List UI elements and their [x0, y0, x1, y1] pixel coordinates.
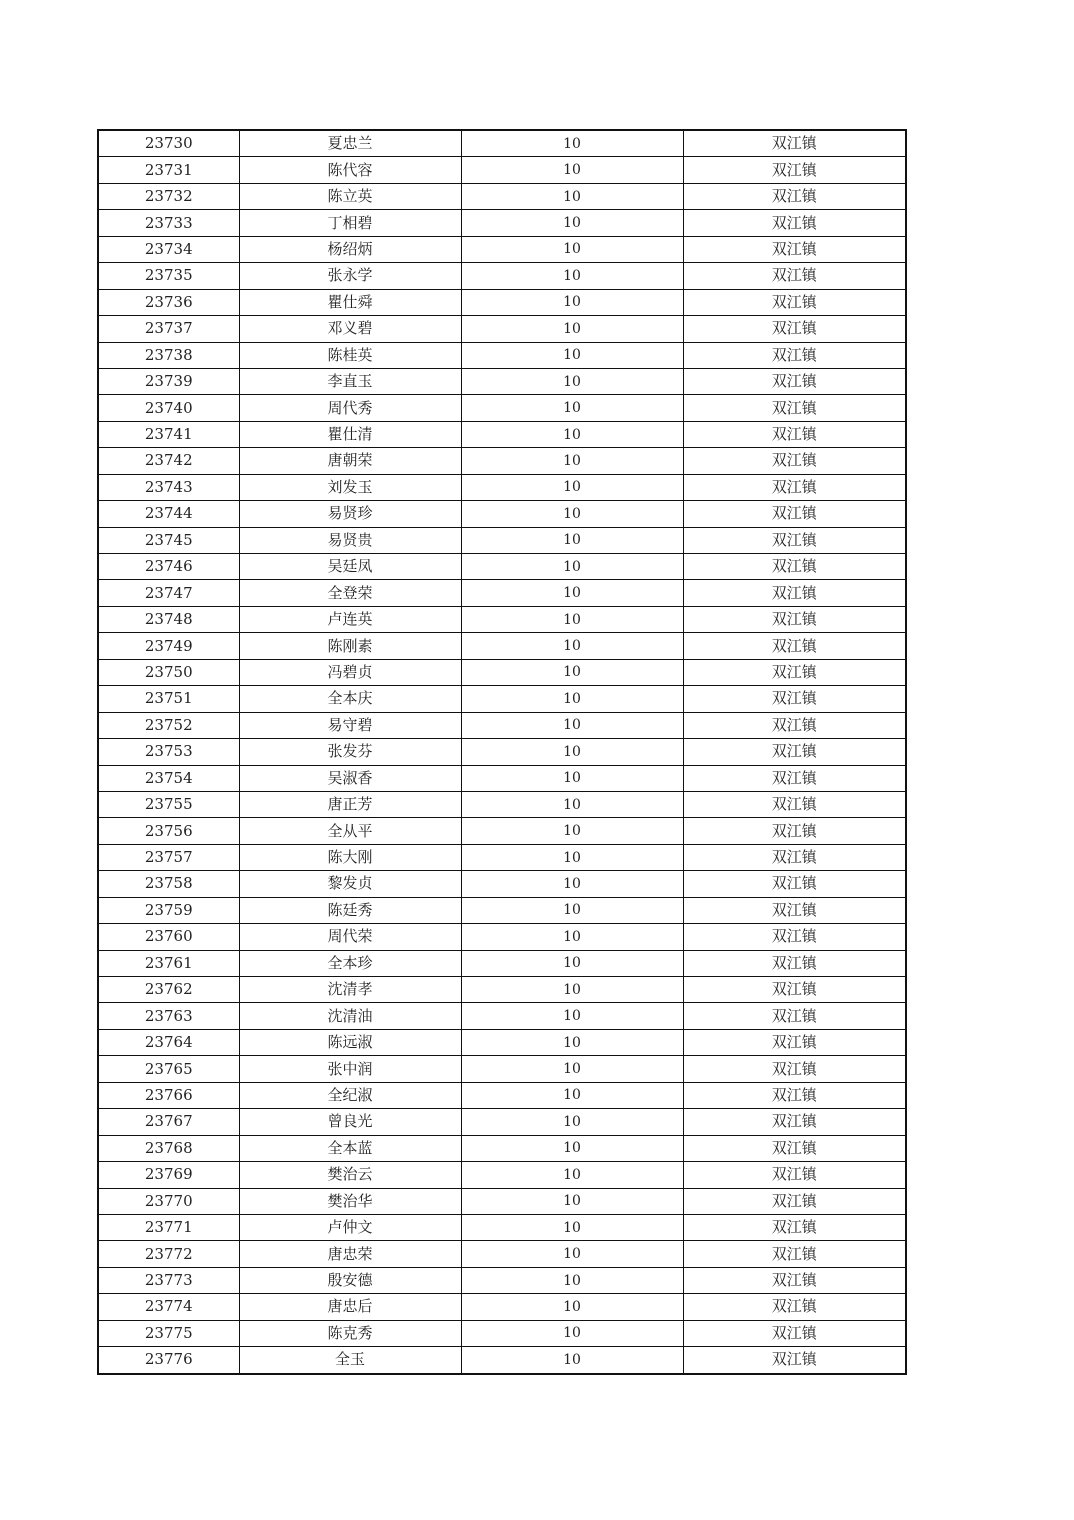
row-id-cell: 23748: [98, 606, 239, 632]
row-name-cell: 李直玉: [239, 368, 461, 394]
row-name-cell: 刘发玉: [239, 474, 461, 500]
row-amount-cell: 10: [461, 1109, 683, 1135]
row-name-cell: 全登荣: [239, 580, 461, 606]
row-town-cell: 双江镇: [683, 977, 906, 1003]
row-amount-cell: 10: [461, 871, 683, 897]
table-row: [98, 791, 906, 817]
table-row: [98, 263, 906, 289]
row-amount-cell: 10: [461, 606, 683, 632]
row-town-cell: 双江镇: [683, 342, 906, 368]
row-town-cell: 双江镇: [683, 1241, 906, 1267]
row-amount-cell: 10: [461, 1082, 683, 1108]
row-town-cell: 双江镇: [683, 686, 906, 712]
row-town-cell: 双江镇: [683, 1003, 906, 1029]
row-id-cell: 23764: [98, 1029, 239, 1055]
row-id-cell: 23745: [98, 527, 239, 553]
row-amount-cell: 10: [461, 501, 683, 527]
row-id-cell: 23762: [98, 977, 239, 1003]
row-id-cell: 23744: [98, 501, 239, 527]
table-row: [98, 474, 906, 500]
row-amount-cell: 10: [461, 421, 683, 447]
table-row: [98, 1003, 906, 1029]
table-row: [98, 712, 906, 738]
row-name-cell: 曾良光: [239, 1109, 461, 1135]
row-town-cell: 双江镇: [683, 474, 906, 500]
row-name-cell: 瞿仕清: [239, 421, 461, 447]
row-town-cell: 双江镇: [683, 1214, 906, 1240]
row-id-cell: 23731: [98, 157, 239, 183]
table-row: [98, 1320, 906, 1346]
row-amount-cell: 10: [461, 342, 683, 368]
row-amount-cell: 10: [461, 924, 683, 950]
table-row: [98, 554, 906, 580]
row-town-cell: 双江镇: [683, 659, 906, 685]
row-amount-cell: 10: [461, 395, 683, 421]
row-id-cell: 23743: [98, 474, 239, 500]
row-id-cell: 23753: [98, 739, 239, 765]
table-row: [98, 897, 906, 923]
row-town-cell: 双江镇: [683, 580, 906, 606]
row-town-cell: 双江镇: [683, 448, 906, 474]
row-name-cell: 陈大刚: [239, 844, 461, 870]
row-name-cell: 全本蓝: [239, 1135, 461, 1161]
table-row: [98, 1214, 906, 1240]
row-amount-cell: 10: [461, 1347, 683, 1374]
row-town-cell: 双江镇: [683, 1109, 906, 1135]
row-name-cell: 唐朝荣: [239, 448, 461, 474]
row-town-cell: 双江镇: [683, 712, 906, 738]
table-row: [98, 130, 906, 157]
table-row: [98, 448, 906, 474]
row-name-cell: 陈立英: [239, 183, 461, 209]
row-name-cell: 夏忠兰: [239, 130, 461, 157]
row-amount-cell: 10: [461, 448, 683, 474]
row-amount-cell: 10: [461, 950, 683, 976]
row-town-cell: 双江镇: [683, 1267, 906, 1293]
row-town-cell: 双江镇: [683, 791, 906, 817]
row-town-cell: 双江镇: [683, 818, 906, 844]
row-id-cell: 23769: [98, 1162, 239, 1188]
row-id-cell: 23765: [98, 1056, 239, 1082]
row-amount-cell: 10: [461, 527, 683, 553]
row-id-cell: 23740: [98, 395, 239, 421]
roster-table-body: [98, 130, 906, 1374]
table-row: [98, 1135, 906, 1161]
table-row: [98, 844, 906, 870]
table-row: [98, 289, 906, 315]
row-amount-cell: 10: [461, 897, 683, 923]
row-name-cell: 全本珍: [239, 950, 461, 976]
row-id-cell: 23771: [98, 1214, 239, 1240]
table-row: [98, 1188, 906, 1214]
row-name-cell: 张永学: [239, 263, 461, 289]
row-town-cell: 双江镇: [683, 527, 906, 553]
row-town-cell: 双江镇: [683, 1162, 906, 1188]
row-name-cell: 黎发贞: [239, 871, 461, 897]
row-id-cell: 23747: [98, 580, 239, 606]
row-id-cell: 23774: [98, 1294, 239, 1320]
row-name-cell: 杨绍炳: [239, 236, 461, 262]
table-row: [98, 183, 906, 209]
row-name-cell: 唐忠荣: [239, 1241, 461, 1267]
row-town-cell: 双江镇: [683, 924, 906, 950]
row-town-cell: 双江镇: [683, 1029, 906, 1055]
row-id-cell: 23749: [98, 633, 239, 659]
row-town-cell: 双江镇: [683, 395, 906, 421]
row-id-cell: 23773: [98, 1267, 239, 1293]
row-id-cell: 23756: [98, 818, 239, 844]
table-row: [98, 924, 906, 950]
table-row: [98, 1347, 906, 1374]
row-id-cell: 23772: [98, 1241, 239, 1267]
row-name-cell: 张发芬: [239, 739, 461, 765]
table-row: [98, 501, 906, 527]
row-town-cell: 双江镇: [683, 316, 906, 342]
row-amount-cell: 10: [461, 580, 683, 606]
row-name-cell: 易贤贵: [239, 527, 461, 553]
row-amount-cell: 10: [461, 263, 683, 289]
row-name-cell: 易贤珍: [239, 501, 461, 527]
row-id-cell: 23761: [98, 950, 239, 976]
table-row: [98, 1082, 906, 1108]
row-name-cell: 全纪淑: [239, 1082, 461, 1108]
table-row: [98, 1162, 906, 1188]
row-name-cell: 陈桂英: [239, 342, 461, 368]
row-amount-cell: 10: [461, 1003, 683, 1029]
row-amount-cell: 10: [461, 368, 683, 394]
row-name-cell: 张中润: [239, 1056, 461, 1082]
row-amount-cell: 10: [461, 130, 683, 157]
row-id-cell: 23770: [98, 1188, 239, 1214]
row-id-cell: 23758: [98, 871, 239, 897]
row-name-cell: 全从平: [239, 818, 461, 844]
row-id-cell: 23742: [98, 448, 239, 474]
row-amount-cell: 10: [461, 818, 683, 844]
table-row: [98, 1109, 906, 1135]
row-id-cell: 23736: [98, 289, 239, 315]
row-town-cell: 双江镇: [683, 157, 906, 183]
table-row: [98, 659, 906, 685]
row-amount-cell: 10: [461, 1135, 683, 1161]
row-name-cell: 吴淑香: [239, 765, 461, 791]
row-id-cell: 23737: [98, 316, 239, 342]
row-name-cell: 易守碧: [239, 712, 461, 738]
table-row: [98, 633, 906, 659]
row-id-cell: 23741: [98, 421, 239, 447]
row-town-cell: 双江镇: [683, 871, 906, 897]
row-id-cell: 23754: [98, 765, 239, 791]
table-row: [98, 977, 906, 1003]
row-town-cell: 双江镇: [683, 263, 906, 289]
row-amount-cell: 10: [461, 1029, 683, 1055]
row-id-cell: 23746: [98, 554, 239, 580]
row-town-cell: 双江镇: [683, 1320, 906, 1346]
table-row: [98, 1241, 906, 1267]
table-row: [98, 950, 906, 976]
row-id-cell: 23751: [98, 686, 239, 712]
row-town-cell: 双江镇: [683, 501, 906, 527]
table-row: [98, 1267, 906, 1293]
table-row: [98, 739, 906, 765]
row-amount-cell: 10: [461, 316, 683, 342]
row-town-cell: 双江镇: [683, 1294, 906, 1320]
row-amount-cell: 10: [461, 765, 683, 791]
row-name-cell: 瞿仕舜: [239, 289, 461, 315]
row-town-cell: 双江镇: [683, 554, 906, 580]
row-id-cell: 23750: [98, 659, 239, 685]
row-amount-cell: 10: [461, 791, 683, 817]
row-name-cell: 周代秀: [239, 395, 461, 421]
row-amount-cell: 10: [461, 686, 683, 712]
row-amount-cell: 10: [461, 554, 683, 580]
row-name-cell: 全玉: [239, 1347, 461, 1374]
row-amount-cell: 10: [461, 1267, 683, 1293]
row-town-cell: 双江镇: [683, 130, 906, 157]
table-row: [98, 395, 906, 421]
row-id-cell: 23763: [98, 1003, 239, 1029]
table-row: [98, 210, 906, 236]
row-id-cell: 23733: [98, 210, 239, 236]
row-name-cell: 唐忠后: [239, 1294, 461, 1320]
row-amount-cell: 10: [461, 474, 683, 500]
row-name-cell: 陈远淑: [239, 1029, 461, 1055]
table-row: [98, 1056, 906, 1082]
row-town-cell: 双江镇: [683, 1347, 906, 1374]
row-name-cell: 丁相碧: [239, 210, 461, 236]
row-amount-cell: 10: [461, 210, 683, 236]
table-row: [98, 871, 906, 897]
row-amount-cell: 10: [461, 1294, 683, 1320]
row-name-cell: 唐正芳: [239, 791, 461, 817]
row-id-cell: 23760: [98, 924, 239, 950]
table-row: [98, 1029, 906, 1055]
table-row: [98, 818, 906, 844]
row-id-cell: 23752: [98, 712, 239, 738]
row-id-cell: 23755: [98, 791, 239, 817]
row-town-cell: 双江镇: [683, 844, 906, 870]
row-name-cell: 殷安德: [239, 1267, 461, 1293]
row-id-cell: 23735: [98, 263, 239, 289]
row-town-cell: 双江镇: [683, 606, 906, 632]
row-name-cell: 冯碧贞: [239, 659, 461, 685]
row-id-cell: 23757: [98, 844, 239, 870]
row-amount-cell: 10: [461, 157, 683, 183]
table-row: [98, 316, 906, 342]
row-town-cell: 双江镇: [683, 897, 906, 923]
table-row: [98, 342, 906, 368]
row-name-cell: 陈廷秀: [239, 897, 461, 923]
row-name-cell: 沈清油: [239, 1003, 461, 1029]
row-amount-cell: 10: [461, 739, 683, 765]
row-id-cell: 23738: [98, 342, 239, 368]
row-id-cell: 23775: [98, 1320, 239, 1346]
row-id-cell: 23767: [98, 1109, 239, 1135]
row-id-cell: 23734: [98, 236, 239, 262]
row-amount-cell: 10: [461, 633, 683, 659]
row-amount-cell: 10: [461, 1214, 683, 1240]
table-row: [98, 606, 906, 632]
row-id-cell: 23776: [98, 1347, 239, 1374]
table-row: [98, 765, 906, 791]
row-name-cell: 陈代容: [239, 157, 461, 183]
row-town-cell: 双江镇: [683, 1082, 906, 1108]
table-row: [98, 1294, 906, 1320]
table-row: [98, 368, 906, 394]
row-id-cell: 23759: [98, 897, 239, 923]
row-town-cell: 双江镇: [683, 1056, 906, 1082]
row-town-cell: 双江镇: [683, 1135, 906, 1161]
row-town-cell: 双江镇: [683, 421, 906, 447]
roster-table: [97, 129, 907, 1375]
table-row: [98, 236, 906, 262]
row-town-cell: 双江镇: [683, 289, 906, 315]
row-name-cell: 樊治华: [239, 1188, 461, 1214]
table-row: [98, 157, 906, 183]
row-amount-cell: 10: [461, 712, 683, 738]
row-amount-cell: 10: [461, 236, 683, 262]
row-amount-cell: 10: [461, 1162, 683, 1188]
row-town-cell: 双江镇: [683, 950, 906, 976]
row-name-cell: 陈刚素: [239, 633, 461, 659]
row-name-cell: 陈克秀: [239, 1320, 461, 1346]
table-row: [98, 580, 906, 606]
spreadsheet-page: [97, 129, 905, 1375]
table-row: [98, 421, 906, 447]
row-id-cell: 23730: [98, 130, 239, 157]
row-town-cell: 双江镇: [683, 739, 906, 765]
row-amount-cell: 10: [461, 844, 683, 870]
row-amount-cell: 10: [461, 289, 683, 315]
row-name-cell: 卢仲文: [239, 1214, 461, 1240]
row-town-cell: 双江镇: [683, 368, 906, 394]
row-id-cell: 23766: [98, 1082, 239, 1108]
row-amount-cell: 10: [461, 1056, 683, 1082]
row-amount-cell: 10: [461, 183, 683, 209]
row-name-cell: 邓义碧: [239, 316, 461, 342]
row-name-cell: 卢连英: [239, 606, 461, 632]
row-id-cell: 23739: [98, 368, 239, 394]
row-amount-cell: 10: [461, 1320, 683, 1346]
row-amount-cell: 10: [461, 1188, 683, 1214]
row-town-cell: 双江镇: [683, 1188, 906, 1214]
row-id-cell: 23732: [98, 183, 239, 209]
table-row: [98, 686, 906, 712]
row-town-cell: 双江镇: [683, 236, 906, 262]
row-name-cell: 沈清孝: [239, 977, 461, 1003]
row-amount-cell: 10: [461, 1241, 683, 1267]
row-amount-cell: 10: [461, 659, 683, 685]
row-town-cell: 双江镇: [683, 633, 906, 659]
row-name-cell: 周代荣: [239, 924, 461, 950]
table-row: [98, 527, 906, 553]
row-name-cell: 全本庆: [239, 686, 461, 712]
row-id-cell: 23768: [98, 1135, 239, 1161]
row-amount-cell: 10: [461, 977, 683, 1003]
row-name-cell: 樊治云: [239, 1162, 461, 1188]
row-town-cell: 双江镇: [683, 183, 906, 209]
row-town-cell: 双江镇: [683, 765, 906, 791]
row-town-cell: 双江镇: [683, 210, 906, 236]
row-name-cell: 吴廷凤: [239, 554, 461, 580]
